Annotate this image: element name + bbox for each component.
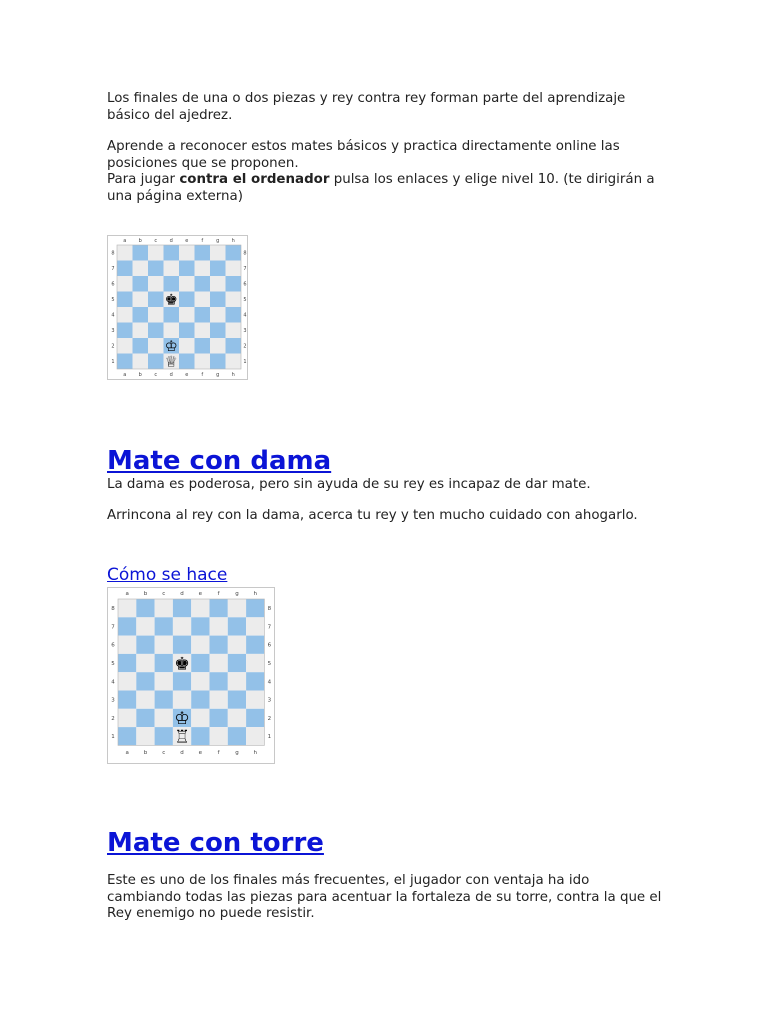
board-square-h5 xyxy=(246,654,264,672)
board-square-f7 xyxy=(210,617,228,635)
rank-label-right-5: 5 xyxy=(243,297,247,303)
board-square-g2 xyxy=(210,338,226,354)
rank-label-right-4: 4 xyxy=(243,312,247,319)
chess-diagram-1 xyxy=(107,235,248,380)
white-queen-piece-d1: ♕ xyxy=(164,353,178,371)
rank-label-left-2: 2 xyxy=(111,715,115,722)
board-square-a1 xyxy=(117,354,133,370)
board-square-d7 xyxy=(164,261,180,277)
board-square-g6 xyxy=(228,636,246,654)
board-square-e4 xyxy=(179,307,195,323)
rank-label-right-7: 7 xyxy=(243,266,247,272)
board-square-h1 xyxy=(246,727,264,745)
file-label-bottom-e: e xyxy=(185,372,189,378)
board-square-f8 xyxy=(195,245,211,261)
board-square-b8 xyxy=(136,599,154,617)
board-square-g4 xyxy=(210,307,226,323)
rook-paragraph-1: Este es uno de los finales más frecuentes, el jugador con ventaja ha ido cambiando todas las piezas para acentuar la fortaleza de su torre, contra la que el Rey enemigo no puede resistir. xyxy=(107,873,662,921)
board-square-b5 xyxy=(133,292,149,308)
rank-label-left-6: 6 xyxy=(111,642,115,649)
board-square-f1 xyxy=(195,354,211,370)
file-label-bottom-b: b xyxy=(138,372,142,378)
board-square-d3 xyxy=(173,691,191,709)
black-king-piece-d5: ♚ xyxy=(174,654,190,675)
board-square-f7 xyxy=(195,261,211,277)
rank-label-left-1: 1 xyxy=(111,359,115,365)
board-square-f1 xyxy=(210,727,228,745)
intro-paragraph-3 xyxy=(107,172,667,205)
board-square-a3 xyxy=(118,691,136,709)
file-label-bottom-c: c xyxy=(154,372,158,378)
board-square-f2 xyxy=(210,709,228,727)
queen-paragraph-1: La dama es poderosa, pero sin ayuda de su rey es incapaz de dar mate. xyxy=(107,477,591,492)
rank-label-left-4: 4 xyxy=(111,312,115,319)
file-label-top-b: b xyxy=(138,238,142,244)
board-square-d3 xyxy=(164,323,180,339)
file-label-top-e: e xyxy=(185,238,189,244)
board-square-e5 xyxy=(191,654,209,672)
rank-label-left-5: 5 xyxy=(111,297,115,303)
file-label-top-g: g xyxy=(216,238,220,244)
board-square-f5 xyxy=(210,654,228,672)
board-square-b2 xyxy=(133,338,149,354)
board-square-b7 xyxy=(133,261,149,277)
file-label-bottom-g: g xyxy=(216,372,220,378)
board-square-g1 xyxy=(210,354,226,370)
rank-label-right-7: 7 xyxy=(267,624,272,631)
file-label-top-h: h xyxy=(253,591,257,597)
rank-label-right-4: 4 xyxy=(267,679,272,686)
rank-label-left-8: 8 xyxy=(111,250,115,257)
board-square-c6 xyxy=(155,636,173,654)
rank-label-left-7: 7 xyxy=(111,266,115,272)
board-square-e1 xyxy=(179,354,195,370)
chess-diagram-2 xyxy=(107,587,275,764)
board-square-h1 xyxy=(226,354,242,370)
board-square-c3 xyxy=(148,323,164,339)
board-square-f4 xyxy=(195,307,211,323)
board-square-d6 xyxy=(173,636,191,654)
white-rook-piece-d1: ♖ xyxy=(174,727,190,748)
board-square-h3 xyxy=(226,323,242,339)
board-square-d4 xyxy=(173,672,191,690)
rank-label-right-2: 2 xyxy=(267,715,272,722)
rank-label-left-3: 3 xyxy=(111,697,115,704)
board-square-f8 xyxy=(210,599,228,617)
board-square-d6 xyxy=(164,276,180,292)
rank-label-right-3: 3 xyxy=(267,697,272,704)
rank-label-left-1: 1 xyxy=(111,734,115,741)
file-label-bottom-h: h xyxy=(253,749,257,756)
board-square-h3 xyxy=(246,691,264,709)
board-square-e8 xyxy=(179,245,195,261)
board-square-g8 xyxy=(210,245,226,261)
board-square-h8 xyxy=(246,599,264,617)
rank-label-right-3: 3 xyxy=(243,328,247,334)
board-square-c3 xyxy=(155,691,173,709)
como-se-hace-link[interactable]: Cómo se hace xyxy=(107,565,228,585)
file-label-bottom-f: f xyxy=(201,372,204,378)
board-square-e7 xyxy=(179,261,195,277)
file-label-top-g: g xyxy=(235,591,239,597)
board-square-c4 xyxy=(155,672,173,690)
board-square-c4 xyxy=(148,307,164,323)
file-label-top-c: c xyxy=(154,238,158,244)
rank-label-right-1: 1 xyxy=(243,359,247,365)
board-square-c1 xyxy=(148,354,164,370)
file-label-top-c: c xyxy=(162,591,166,597)
board-square-h4 xyxy=(246,672,264,690)
board-square-e7 xyxy=(191,617,209,635)
board-square-h4 xyxy=(226,307,242,323)
rank-label-right-6: 6 xyxy=(243,281,247,288)
rank-label-left-2: 2 xyxy=(111,343,115,350)
board-square-f6 xyxy=(195,276,211,292)
board-square-a8 xyxy=(117,245,133,261)
file-label-bottom-c: c xyxy=(162,749,166,756)
board-square-d7 xyxy=(173,617,191,635)
board-square-c1 xyxy=(155,727,173,745)
board-square-c7 xyxy=(148,261,164,277)
board-square-f6 xyxy=(210,636,228,654)
white-king-piece-d2: ♔ xyxy=(164,338,178,356)
board-square-c5 xyxy=(155,654,173,672)
board-square-g3 xyxy=(210,323,226,339)
board-square-g8 xyxy=(228,599,246,617)
file-label-bottom-b: b xyxy=(143,749,148,756)
board-square-g5 xyxy=(228,654,246,672)
board-square-h6 xyxy=(246,636,264,654)
board-square-a7 xyxy=(117,261,133,277)
heading-mate-con-dama[interactable]: Mate con dama xyxy=(107,446,332,476)
rank-label-left-8: 8 xyxy=(111,606,115,613)
board-square-g4 xyxy=(228,672,246,690)
board-square-e4 xyxy=(191,672,209,690)
file-label-bottom-e: e xyxy=(198,749,203,756)
file-label-top-h: h xyxy=(231,238,235,244)
board-square-h8 xyxy=(226,245,242,261)
board-square-a4 xyxy=(118,672,136,690)
board-square-e2 xyxy=(179,338,195,354)
board-square-c8 xyxy=(155,599,173,617)
rank-label-left-5: 5 xyxy=(111,660,115,667)
board-square-h6 xyxy=(226,276,242,292)
rank-label-right-8: 8 xyxy=(267,606,272,613)
file-label-bottom-a: a xyxy=(125,749,129,756)
board-square-h5 xyxy=(226,292,242,308)
board-square-a2 xyxy=(117,338,133,354)
board-square-b6 xyxy=(133,276,149,292)
board-square-e1 xyxy=(191,727,209,745)
board-square-d8 xyxy=(173,599,191,617)
board-square-g7 xyxy=(210,261,226,277)
board-square-f3 xyxy=(210,691,228,709)
board-square-g1 xyxy=(228,727,246,745)
board-square-g6 xyxy=(210,276,226,292)
board-square-g2 xyxy=(228,709,246,727)
board-square-c5 xyxy=(148,292,164,308)
board-square-a1 xyxy=(118,727,136,745)
board-square-a5 xyxy=(118,654,136,672)
rank-label-right-8: 8 xyxy=(243,250,247,257)
board-square-h2 xyxy=(226,338,242,354)
board-square-b2 xyxy=(136,709,154,727)
board-square-b1 xyxy=(136,727,154,745)
board-square-a2 xyxy=(118,709,136,727)
board-square-e6 xyxy=(179,276,195,292)
intro-paragraph-2: Aprende a reconocer estos mates básicos y practica directamente online las posiciones que se proponen. xyxy=(107,139,620,171)
file-label-top-a: a xyxy=(123,238,127,244)
board-square-c7 xyxy=(155,617,173,635)
file-label-top-d: d xyxy=(169,238,173,244)
board-square-d8 xyxy=(164,245,180,261)
board-square-e2 xyxy=(191,709,209,727)
board-square-a3 xyxy=(117,323,133,339)
rank-label-right-2: 2 xyxy=(243,343,247,350)
black-king-piece-d5: ♚ xyxy=(164,291,178,309)
file-label-top-d: d xyxy=(180,591,184,597)
board-square-a8 xyxy=(118,599,136,617)
file-label-bottom-g: g xyxy=(235,749,239,756)
board-square-b7 xyxy=(136,617,154,635)
board-square-c2 xyxy=(155,709,173,727)
board-square-f3 xyxy=(195,323,211,339)
board-square-e3 xyxy=(179,323,195,339)
board-square-b4 xyxy=(136,672,154,690)
white-king-piece-d2: ♔ xyxy=(174,709,190,730)
file-label-bottom-a: a xyxy=(123,372,127,378)
board-square-e5 xyxy=(179,292,195,308)
board-square-b6 xyxy=(136,636,154,654)
board-square-a6 xyxy=(118,636,136,654)
board-square-g3 xyxy=(228,691,246,709)
board-square-g5 xyxy=(210,292,226,308)
board-square-e8 xyxy=(191,599,209,617)
board-square-a7 xyxy=(118,617,136,635)
queen-paragraph-2: Arrincona al rey con la dama, acerca tu rey y ten mucho cuidado con ahogarlo. xyxy=(107,508,638,523)
board-square-b3 xyxy=(136,691,154,709)
board-square-d4 xyxy=(164,307,180,323)
board-square-f5 xyxy=(195,292,211,308)
board-square-b3 xyxy=(133,323,149,339)
board-square-f4 xyxy=(210,672,228,690)
file-label-top-f: f xyxy=(217,591,220,597)
board-square-a6 xyxy=(117,276,133,292)
intro-paragraph-3-start: Para jugar xyxy=(107,172,180,187)
play-computer-emphasis: contra el ordenador xyxy=(179,172,330,187)
board-square-e3 xyxy=(191,691,209,709)
board-square-h2 xyxy=(246,709,264,727)
file-label-top-a: a xyxy=(125,591,129,597)
rank-label-left-6: 6 xyxy=(111,281,115,288)
heading-mate-con-torre[interactable]: Mate con torre xyxy=(107,828,324,858)
rank-label-left-4: 4 xyxy=(111,679,115,686)
rank-label-right-5: 5 xyxy=(267,660,272,667)
board-square-c8 xyxy=(148,245,164,261)
file-label-bottom-h: h xyxy=(231,372,235,378)
board-square-b4 xyxy=(133,307,149,323)
file-label-top-f: f xyxy=(201,238,204,244)
board-square-e6 xyxy=(191,636,209,654)
intro-paragraph-1: Los finales de una o dos piezas y rey contra rey forman parte del aprendizaje básico del ajedrez. xyxy=(107,91,626,123)
file-label-bottom-d: d xyxy=(169,372,173,378)
board-square-c2 xyxy=(148,338,164,354)
rank-label-left-7: 7 xyxy=(111,624,115,631)
board-square-f2 xyxy=(195,338,211,354)
board-square-b1 xyxy=(133,354,149,370)
rank-label-right-1: 1 xyxy=(267,734,272,741)
board-square-b8 xyxy=(133,245,149,261)
board-square-h7 xyxy=(246,617,264,635)
board-square-c6 xyxy=(148,276,164,292)
file-label-top-b: b xyxy=(143,591,148,597)
file-label-top-e: e xyxy=(198,591,203,597)
board-square-g7 xyxy=(228,617,246,635)
file-label-bottom-d: d xyxy=(180,749,184,756)
file-label-bottom-f: f xyxy=(217,749,220,756)
rank-label-left-3: 3 xyxy=(111,328,115,334)
board-square-a4 xyxy=(117,307,133,323)
board-square-a5 xyxy=(117,292,133,308)
board-square-b5 xyxy=(136,654,154,672)
board-square-h7 xyxy=(226,261,242,277)
rank-label-right-6: 6 xyxy=(267,642,272,649)
intro-paragraph-3-end: pulsa los enlaces y elige nivel 10. (te dirigirán a una página externa) xyxy=(107,172,655,204)
